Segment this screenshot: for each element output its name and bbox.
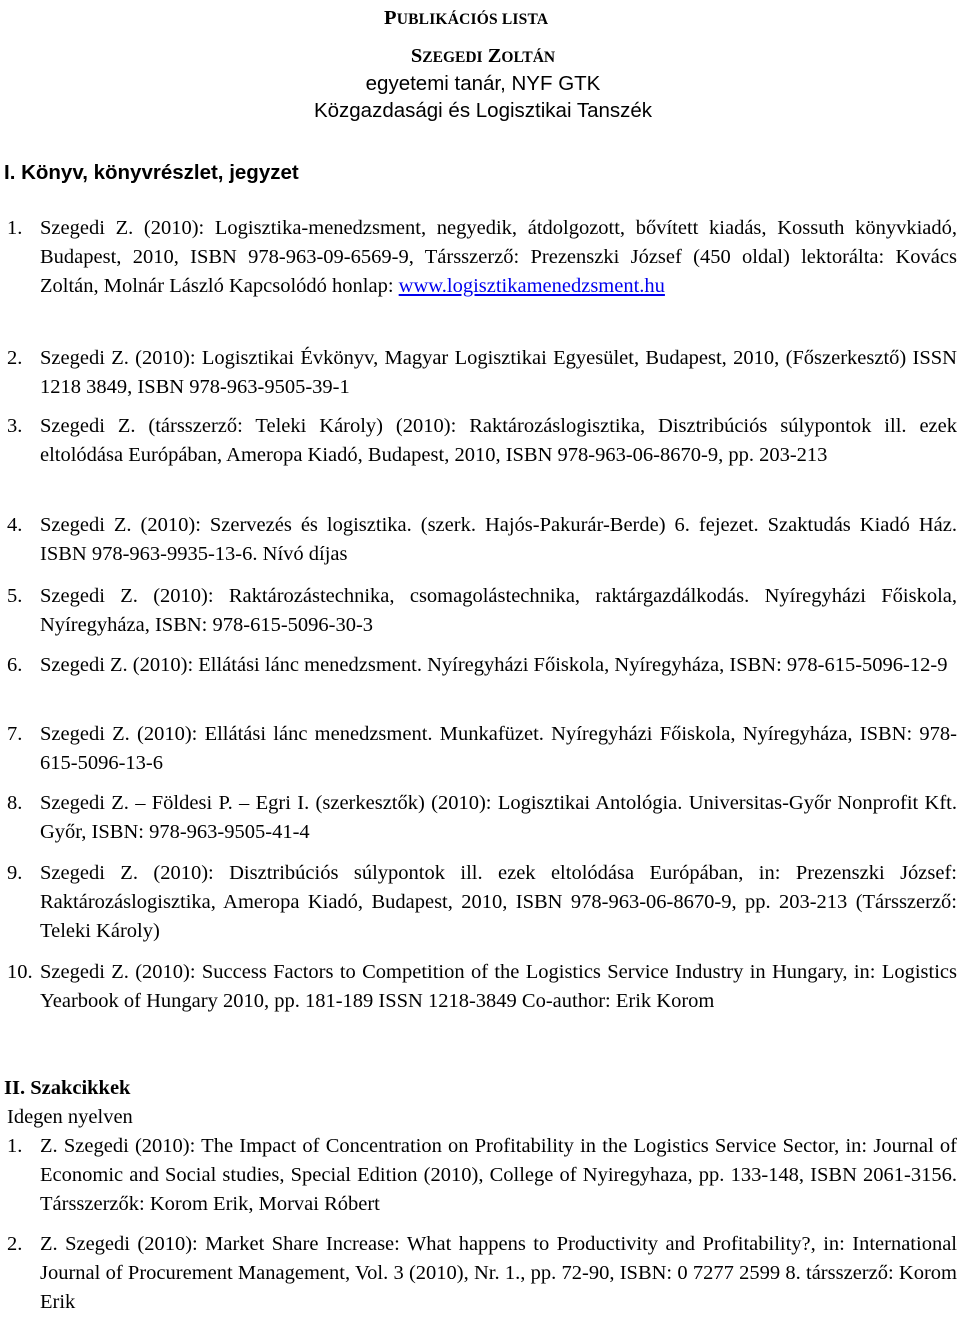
entry-number: 2. [7, 1233, 23, 1255]
entry-number: 4. [7, 514, 23, 536]
entry-text: Szegedi Z. (2010): Success Factors to Competition of the Logistics Service Industry in Hungary, in: Logistics Yearbook of Hungary 2010, pp. 181-189 ISSN 1218-3849 Co-author: Erik Korom [40, 961, 957, 1012]
book-entry-4 [7, 511, 957, 569]
entry-number: 1. [7, 217, 23, 239]
author-initial-first: S [410, 45, 423, 67]
article-entry-1 [7, 1132, 957, 1219]
entry-number: 5. [7, 585, 23, 607]
entry-text [40, 214, 957, 301]
author-initial-last: Z [487, 45, 502, 67]
entry-number: 1. [7, 1135, 23, 1157]
entry-text: Z. Szegedi (2010): The Impact of Concentration on Profitability in the Logistics Service Sector, in: Journal of Economic and Social studies, Special Edition (2010), College of Nyiregyhaza, pp. 133-148, ISBN 2061-3156. Társszerzők: Korom Erik, Morvai Róbert [40, 1135, 957, 1215]
author-rest-first: ZEGEDI [422, 49, 483, 66]
entry-number: 8. [7, 792, 23, 814]
article-entry-2 [7, 1230, 957, 1317]
entry-number: 6. [7, 654, 23, 676]
title-initial: P [384, 7, 397, 29]
entry-number: 3. [7, 415, 23, 437]
book-entry-1 [7, 214, 957, 301]
book-entry-7 [7, 720, 957, 778]
entry-number: 10. [7, 961, 33, 983]
book-entry-9 [7, 859, 957, 946]
title-rest: UBLIKÁCIÓS LISTA [396, 11, 549, 28]
author-rest-last: OLTÁN [501, 49, 556, 66]
author-block [300, 44, 666, 124]
section-heading-books: I. Könyv, könyvrészlet, jegyzet [4, 161, 299, 184]
entry-text: Szegedi Z. (2010): Raktározástechnika, csomagolástechnika, raktárgazdálkodás. Nyíregyházi Főiskola, Nyíregyháza, ISBN: 978-615-5096-30-3 [40, 585, 957, 636]
author-name [300, 44, 666, 70]
entry-text: Szegedi Z. (2010): Logisztikai Évkönyv, Magyar Logisztikai Egyesület, Budapest, 2010, (Főszerkesztő) ISSN 1218 3849, ISBN 978-963-9505-39-1 [40, 347, 957, 398]
entry-text: Szegedi Z. (társszerző: Teleki Károly) (2010): Raktározáslogisztika, Disztribúciós súlypontok ill. ezek eltolódása Európában, Ameropa Kiadó, Budapest, 2010, ISBN 978-963-06-8670-9, pp. 203-213 [40, 415, 957, 466]
entry-text: Szegedi Z. (2010): Ellátási lánc menedzsment. Munkafüzet. Nyíregyházi Főiskola, Nyíregyháza, ISBN: 978-615-5096-13-6 [40, 723, 957, 774]
entry-number: 7. [7, 723, 23, 745]
section-heading-articles: II. Szakcikkek [4, 1077, 131, 1099]
entry-text: Szegedi Z. (2010): Ellátási lánc menedzsment. Nyíregyházi Főiskola, Nyíregyháza, ISBN: 978-615-5096-12-9 [40, 654, 948, 676]
entry-text: Szegedi Z. (2010): Disztribúciós súlypontok ill. ezek eltolódása Európában, in: Prezenszki József: Raktározáslogisztika, Ameropa Kiadó, Budapest, 2010, ISBN 978-963-06-8670-9, pp. 203-213 (Társszerző: Teleki Károly) [40, 862, 957, 942]
author-department: Közgazdasági és Logisztikai Tanszék [313, 99, 653, 122]
website-link[interactable]: www.logisztikamenedzsment.hu [398, 275, 665, 297]
book-entry-3 [7, 412, 957, 470]
book-entry-2 [7, 344, 957, 402]
subheading-foreign-language: Idegen nyelven [7, 1106, 133, 1128]
book-entry-10 [7, 958, 957, 1016]
page-title [384, 4, 548, 34]
entry-text-body: Szegedi Z. (2010): Logisztika-menedzsment, negyedik, átdolgozott, bővített kiadás, Kossuth könyvkiadó, Budapest, 2010, ISBN 978-963-09-6569-9, Társszerző: Prezenszki József (450 oldal) lektorálta: Kovács Zoltán, Molnár László Kapcsolódó honlap: [40, 217, 957, 297]
entry-text: Z. Szegedi (2010): Market Share Increase: What happens to Productivity and Profitability?, in: International Journal of Procurement Management, Vol. 3 (2010), Nr. 1., pp. 72-90, ISBN: 0 7277 2599 8. társszerző: Korom Erik [40, 1233, 957, 1313]
book-entry-6 [7, 651, 957, 680]
entry-number: 2. [7, 347, 23, 369]
entry-text: Szegedi Z. (2010): Szervezés és logisztika. (szerk. Hajós-Pakurár-Berde) 6. fejezet. Szaktudás Kiadó Ház. ISBN 978-963-9935-13-6. Nívó díjas [40, 514, 957, 565]
entry-number: 9. [7, 862, 23, 884]
author-position: egyetemi tanár, NYF GTK [365, 72, 601, 95]
entry-text: Szegedi Z. – Földesi P. – Egri I. (szerkesztők) (2010): Logisztikai Antológia. Universitas-Győr Nonprofit Kft. Győr, ISBN: 978-963-9505-41-4 [40, 792, 957, 843]
book-entry-5 [7, 582, 957, 640]
book-entry-8 [7, 789, 957, 847]
